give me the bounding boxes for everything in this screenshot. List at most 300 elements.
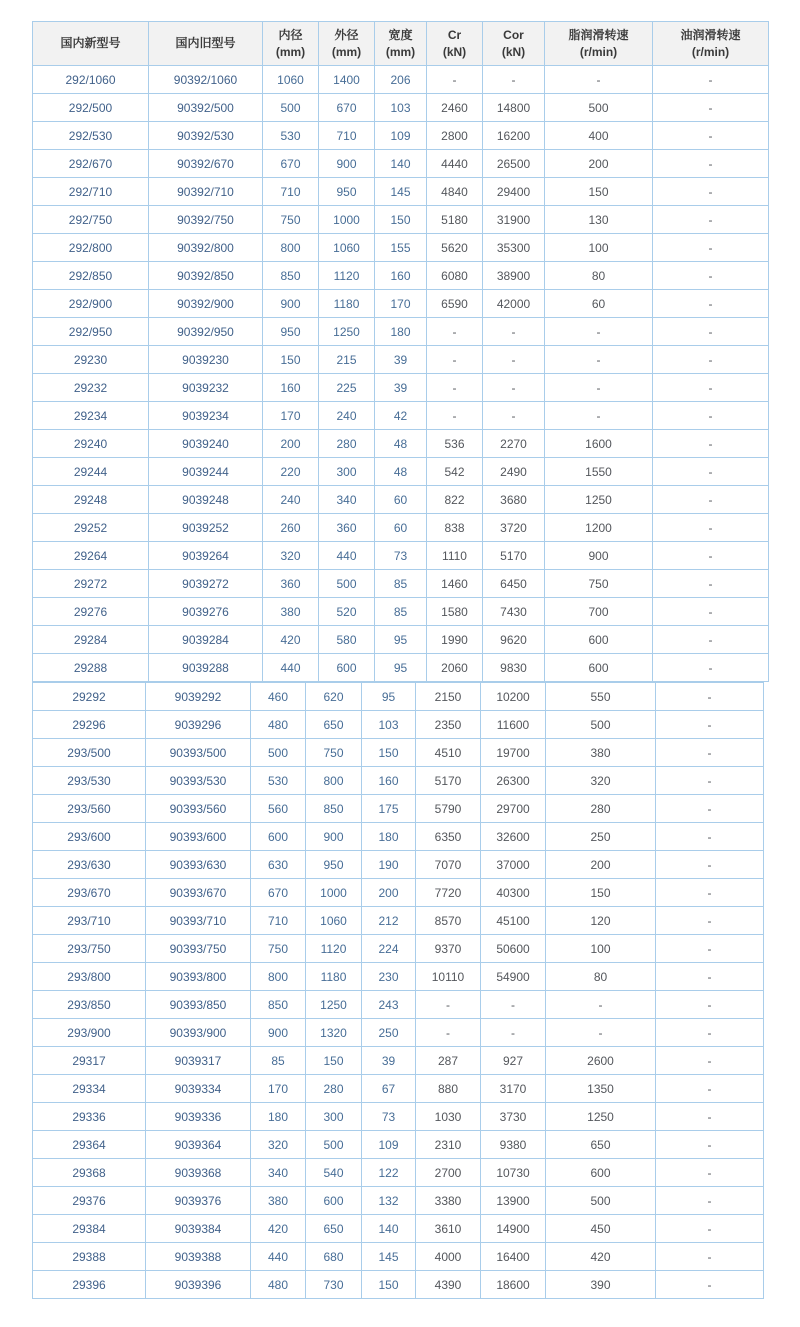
table-cell: 90392/500 xyxy=(149,94,263,122)
table-cell: 900 xyxy=(319,150,375,178)
table-row xyxy=(33,1271,764,1299)
table-cell: 927 xyxy=(481,1047,546,1075)
table-cell: 440 xyxy=(319,542,375,570)
table-cell: 1250 xyxy=(545,486,653,514)
table-cell: 225 xyxy=(319,374,375,402)
table-cell: 29264 xyxy=(33,542,149,570)
table-row xyxy=(33,402,769,430)
table-cell: 35300 xyxy=(483,234,545,262)
table-cell: - xyxy=(653,94,769,122)
table-cell: 3610 xyxy=(416,1215,481,1243)
table-cell: - xyxy=(545,374,653,402)
table-cell: 132 xyxy=(362,1187,416,1215)
table-cell: 145 xyxy=(362,1243,416,1271)
table-cell: 90392/670 xyxy=(149,150,263,178)
table-cell: 18600 xyxy=(481,1271,546,1299)
table-cell: 9039276 xyxy=(149,598,263,626)
table-cell: 9039284 xyxy=(149,626,263,654)
table-cell: 2460 xyxy=(427,94,483,122)
table-cell: 292/850 xyxy=(33,262,149,290)
table-row xyxy=(33,122,769,150)
table-row xyxy=(33,1187,764,1215)
table-cell: 109 xyxy=(362,1131,416,1159)
table-cell: 292/1060 xyxy=(33,66,149,94)
table-cell: 220 xyxy=(263,458,319,486)
table-cell: - xyxy=(656,1131,764,1159)
table-cell: 9039248 xyxy=(149,486,263,514)
table-cell: 4440 xyxy=(427,150,483,178)
table-cell: 150 xyxy=(263,346,319,374)
table-cell: 5170 xyxy=(483,542,545,570)
table-cell: 293/850 xyxy=(33,991,146,1019)
table-cell: 7430 xyxy=(483,598,545,626)
table-cell: 7070 xyxy=(416,851,481,879)
table-cell: - xyxy=(656,1047,764,1075)
table-cell: 6350 xyxy=(416,823,481,851)
table-cell: 29396 xyxy=(33,1271,146,1299)
table-cell: 480 xyxy=(251,711,306,739)
table-cell: 420 xyxy=(546,1243,656,1271)
table-cell: 200 xyxy=(546,851,656,879)
table-cell: 340 xyxy=(251,1159,306,1187)
table-row xyxy=(33,206,769,234)
table-cell: 29317 xyxy=(33,1047,146,1075)
table-cell: 48 xyxy=(375,430,427,458)
table-cell: - xyxy=(427,374,483,402)
table-cell: 292/670 xyxy=(33,150,149,178)
table-cell: 9039376 xyxy=(146,1187,251,1215)
table-cell: - xyxy=(656,879,764,907)
table-cell: 45100 xyxy=(481,907,546,935)
table-cell: 224 xyxy=(362,935,416,963)
table-cell: 500 xyxy=(306,1131,362,1159)
table-cell: - xyxy=(416,991,481,1019)
table-cell: 500 xyxy=(263,94,319,122)
table-cell: 800 xyxy=(251,963,306,991)
table-cell: 29700 xyxy=(481,795,546,823)
table-cell: 243 xyxy=(362,991,416,1019)
table-cell: 390 xyxy=(546,1271,656,1299)
table-row xyxy=(33,346,769,374)
table-cell: 29248 xyxy=(33,486,149,514)
table-cell: 1120 xyxy=(319,262,375,290)
table-cell: 90392/900 xyxy=(149,290,263,318)
table-cell: 9039288 xyxy=(149,654,263,682)
table-cell: 670 xyxy=(251,879,306,907)
table-cell: 520 xyxy=(319,598,375,626)
table-cell: 500 xyxy=(545,94,653,122)
table-row xyxy=(33,654,769,682)
table-cell: - xyxy=(656,711,764,739)
table-cell: - xyxy=(656,991,764,1019)
table-cell: 85 xyxy=(375,598,427,626)
table-row xyxy=(33,626,769,654)
table-cell: 9039388 xyxy=(146,1243,251,1271)
column-header: 宽度 (mm) xyxy=(375,22,427,66)
table-cell: 280 xyxy=(306,1075,362,1103)
table-cell: - xyxy=(653,402,769,430)
table-cell: - xyxy=(545,318,653,346)
table-cell: 380 xyxy=(263,598,319,626)
table-cell: 39 xyxy=(375,374,427,402)
table-cell: 2150 xyxy=(416,683,481,711)
table-cell: 1250 xyxy=(306,991,362,1019)
table-cell: 1120 xyxy=(306,935,362,963)
table-row xyxy=(33,318,769,346)
table-cell: 29334 xyxy=(33,1075,146,1103)
table-cell: 16200 xyxy=(483,122,545,150)
table-cell: 3170 xyxy=(481,1075,546,1103)
column-header: 内径 (mm) xyxy=(263,22,319,66)
table-cell: - xyxy=(656,823,764,851)
table-row xyxy=(33,823,764,851)
table-cell: 500 xyxy=(546,711,656,739)
table-cell: 16400 xyxy=(481,1243,546,1271)
table-cell: - xyxy=(483,402,545,430)
table-row xyxy=(33,66,769,94)
table-cell: 103 xyxy=(375,94,427,122)
table-row xyxy=(33,963,764,991)
table-cell: 26300 xyxy=(481,767,546,795)
table-cell: - xyxy=(656,1075,764,1103)
table-cell: 29252 xyxy=(33,514,149,542)
table-cell: 80 xyxy=(546,963,656,991)
table-header-row xyxy=(33,22,769,66)
table-cell: 170 xyxy=(251,1075,306,1103)
table-cell: 292/530 xyxy=(33,122,149,150)
column-header: 国内新型号 xyxy=(33,22,149,66)
table-cell: - xyxy=(546,1019,656,1047)
table-cell: 4390 xyxy=(416,1271,481,1299)
table-cell: 1990 xyxy=(427,626,483,654)
table-cell: 320 xyxy=(263,542,319,570)
table-cell: 180 xyxy=(251,1103,306,1131)
table-cell: 9620 xyxy=(483,626,545,654)
table-cell: 293/630 xyxy=(33,851,146,879)
table-cell: 1180 xyxy=(306,963,362,991)
table-cell: 950 xyxy=(263,318,319,346)
table-cell: - xyxy=(546,991,656,1019)
table-cell: 95 xyxy=(375,654,427,682)
bearing-spec-table-upper xyxy=(32,21,769,682)
table-cell: 3720 xyxy=(483,514,545,542)
table-cell: 542 xyxy=(427,458,483,486)
table-cell: 440 xyxy=(263,654,319,682)
table-cell: 2490 xyxy=(483,458,545,486)
table-cell: 29400 xyxy=(483,178,545,206)
table-cell: 580 xyxy=(319,626,375,654)
table-cell: 32600 xyxy=(481,823,546,851)
table-cell: 29272 xyxy=(33,570,149,598)
table-row xyxy=(33,178,769,206)
table-row xyxy=(33,1159,764,1187)
table-cell: - xyxy=(653,570,769,598)
table-row xyxy=(33,542,769,570)
table-cell: 9039336 xyxy=(146,1103,251,1131)
table-cell: 6080 xyxy=(427,262,483,290)
table-cell: 1350 xyxy=(546,1075,656,1103)
table-cell: 9039240 xyxy=(149,430,263,458)
table-cell: 950 xyxy=(306,851,362,879)
table-cell: 420 xyxy=(251,1215,306,1243)
table-cell: - xyxy=(427,66,483,94)
table-cell: 29232 xyxy=(33,374,149,402)
table-cell: 360 xyxy=(263,570,319,598)
table-cell: 292/950 xyxy=(33,318,149,346)
table-cell: 340 xyxy=(319,486,375,514)
table-cell: 90393/800 xyxy=(146,963,251,991)
table-cell: - xyxy=(656,935,764,963)
table-cell: 600 xyxy=(546,1159,656,1187)
table-cell: 40300 xyxy=(481,879,546,907)
table-cell: 4000 xyxy=(416,1243,481,1271)
table-cell: 85 xyxy=(251,1047,306,1075)
table-cell: 90392/530 xyxy=(149,122,263,150)
table-cell: 4510 xyxy=(416,739,481,767)
table-cell: 60 xyxy=(375,486,427,514)
table-cell: - xyxy=(653,346,769,374)
table-cell: 9039296 xyxy=(146,711,251,739)
table-cell: 900 xyxy=(263,290,319,318)
table-cell: 380 xyxy=(251,1187,306,1215)
table-row xyxy=(33,1243,764,1271)
table-cell: 600 xyxy=(545,654,653,682)
table-cell: 1320 xyxy=(306,1019,362,1047)
table-cell: 9380 xyxy=(481,1131,546,1159)
table-cell: 1400 xyxy=(319,66,375,94)
table-cell: 9039292 xyxy=(146,683,251,711)
table-cell: 287 xyxy=(416,1047,481,1075)
table-cell: 600 xyxy=(306,1187,362,1215)
table-cell: 73 xyxy=(362,1103,416,1131)
table-cell: 85 xyxy=(375,570,427,598)
table-cell: 9039252 xyxy=(149,514,263,542)
table-cell: 293/500 xyxy=(33,739,146,767)
table-cell: 6590 xyxy=(427,290,483,318)
table-cell: 1200 xyxy=(545,514,653,542)
table-cell: 150 xyxy=(546,879,656,907)
table-cell: 300 xyxy=(306,1103,362,1131)
table-cell: - xyxy=(653,598,769,626)
table-cell: 39 xyxy=(362,1047,416,1075)
table-cell: 7720 xyxy=(416,879,481,907)
table-cell: 90392/710 xyxy=(149,178,263,206)
table-cell: - xyxy=(653,430,769,458)
table-cell: 620 xyxy=(306,683,362,711)
table-cell: 9039364 xyxy=(146,1131,251,1159)
table-cell: 292/900 xyxy=(33,290,149,318)
table-row xyxy=(33,795,764,823)
table-cell: 320 xyxy=(251,1131,306,1159)
table-cell: 450 xyxy=(546,1215,656,1243)
table-cell: 200 xyxy=(263,430,319,458)
table-cell: 9039272 xyxy=(149,570,263,598)
table-cell: 1060 xyxy=(319,234,375,262)
table-cell: - xyxy=(653,262,769,290)
table-cell: 500 xyxy=(251,739,306,767)
table-cell: 31900 xyxy=(483,206,545,234)
table-cell: 292/500 xyxy=(33,94,149,122)
table-cell: - xyxy=(481,1019,546,1047)
table-cell: 150 xyxy=(545,178,653,206)
table-cell: 50600 xyxy=(481,935,546,963)
table-cell: 90393/600 xyxy=(146,823,251,851)
table-cell: 800 xyxy=(306,767,362,795)
table-cell: 90393/750 xyxy=(146,935,251,963)
table-cell: - xyxy=(656,683,764,711)
table-cell: - xyxy=(656,907,764,935)
table-cell: 293/560 xyxy=(33,795,146,823)
table-cell: 9039384 xyxy=(146,1215,251,1243)
table-row xyxy=(33,767,764,795)
table-cell: 150 xyxy=(375,206,427,234)
table-cell: 900 xyxy=(306,823,362,851)
table-cell: 5790 xyxy=(416,795,481,823)
table-cell: - xyxy=(483,346,545,374)
table-cell: 670 xyxy=(263,150,319,178)
table-cell: 170 xyxy=(375,290,427,318)
table-cell: 140 xyxy=(375,150,427,178)
table-cell: 250 xyxy=(546,823,656,851)
table-cell: 1030 xyxy=(416,1103,481,1131)
table-row xyxy=(33,458,769,486)
table-cell: 950 xyxy=(319,178,375,206)
table-row xyxy=(33,1103,764,1131)
table-cell: 2270 xyxy=(483,430,545,458)
table-cell: 750 xyxy=(545,570,653,598)
table-cell: 103 xyxy=(362,711,416,739)
table-row xyxy=(33,262,769,290)
table-cell: 42 xyxy=(375,402,427,430)
table-cell: 700 xyxy=(545,598,653,626)
table-cell: 54900 xyxy=(481,963,546,991)
table-cell: 9039334 xyxy=(146,1075,251,1103)
table-cell: 293/900 xyxy=(33,1019,146,1047)
table-cell: 630 xyxy=(251,851,306,879)
table-cell: 670 xyxy=(319,94,375,122)
table-cell: 300 xyxy=(319,458,375,486)
table-cell: 380 xyxy=(546,739,656,767)
table-cell: - xyxy=(656,1243,764,1271)
table-cell: - xyxy=(653,542,769,570)
table-cell: 120 xyxy=(546,907,656,935)
table-cell: - xyxy=(656,1159,764,1187)
table-cell: - xyxy=(427,402,483,430)
table-row xyxy=(33,486,769,514)
table-cell: 560 xyxy=(251,795,306,823)
table-cell: - xyxy=(656,1215,764,1243)
table-row xyxy=(33,1019,764,1047)
column-header: Cr (kN) xyxy=(427,22,483,66)
table-cell: 9039232 xyxy=(149,374,263,402)
table-cell: 9039264 xyxy=(149,542,263,570)
table-cell: 800 xyxy=(263,234,319,262)
table-cell: 4840 xyxy=(427,178,483,206)
table-cell: 1000 xyxy=(306,879,362,907)
table-cell: 1600 xyxy=(545,430,653,458)
table-row xyxy=(33,683,764,711)
table-cell: 750 xyxy=(263,206,319,234)
table-cell: 9830 xyxy=(483,654,545,682)
table-cell: - xyxy=(483,66,545,94)
table-cell: 460 xyxy=(251,683,306,711)
table-cell: 42000 xyxy=(483,290,545,318)
table-cell: 14800 xyxy=(483,94,545,122)
table-cell: 1550 xyxy=(545,458,653,486)
table-cell: 9039317 xyxy=(146,1047,251,1075)
table-cell: 680 xyxy=(306,1243,362,1271)
table-cell: 838 xyxy=(427,514,483,542)
table-cell: 150 xyxy=(362,1271,416,1299)
table-cell: 2800 xyxy=(427,122,483,150)
table-cell: 850 xyxy=(306,795,362,823)
table-cell: 206 xyxy=(375,66,427,94)
table-cell: 850 xyxy=(263,262,319,290)
table-cell: - xyxy=(545,402,653,430)
table-cell: 90393/900 xyxy=(146,1019,251,1047)
column-header: 国内旧型号 xyxy=(149,22,263,66)
table-cell: 90393/850 xyxy=(146,991,251,1019)
table-cell: 240 xyxy=(319,402,375,430)
table-cell: 6450 xyxy=(483,570,545,598)
table-cell: 212 xyxy=(362,907,416,935)
table-cell: 1060 xyxy=(263,66,319,94)
table-cell: 500 xyxy=(546,1187,656,1215)
table-cell: 150 xyxy=(362,739,416,767)
table-cell: 5180 xyxy=(427,206,483,234)
table-cell: - xyxy=(653,206,769,234)
table-cell: 29336 xyxy=(33,1103,146,1131)
table-cell: 10200 xyxy=(481,683,546,711)
table-cell: 48 xyxy=(375,458,427,486)
table-cell: - xyxy=(656,1103,764,1131)
table-cell: 293/670 xyxy=(33,879,146,907)
table-cell: 9039396 xyxy=(146,1271,251,1299)
table-cell: 260 xyxy=(263,514,319,542)
table-row xyxy=(33,234,769,262)
table-cell: 90392/1060 xyxy=(149,66,263,94)
table-cell: 29376 xyxy=(33,1187,146,1215)
column-header: 脂润滑转速 (r/min) xyxy=(545,22,653,66)
table-cell: 29276 xyxy=(33,598,149,626)
table-cell: 90393/710 xyxy=(146,907,251,935)
table-row xyxy=(33,374,769,402)
table-cell: 29364 xyxy=(33,1131,146,1159)
table-cell: 9039234 xyxy=(149,402,263,430)
table-cell: - xyxy=(653,654,769,682)
table-cell: - xyxy=(545,66,653,94)
table-cell: 60 xyxy=(375,514,427,542)
table-cell: 536 xyxy=(427,430,483,458)
table-cell: 420 xyxy=(263,626,319,654)
table-cell: 29384 xyxy=(33,1215,146,1243)
table-row xyxy=(33,1131,764,1159)
table-row xyxy=(33,739,764,767)
table-cell: 140 xyxy=(362,1215,416,1243)
table-cell: 90392/850 xyxy=(149,262,263,290)
table-cell: 29234 xyxy=(33,402,149,430)
table-cell: - xyxy=(653,486,769,514)
table-cell: 200 xyxy=(545,150,653,178)
table-row xyxy=(33,1215,764,1243)
table-cell: - xyxy=(653,290,769,318)
table-cell: - xyxy=(656,1187,764,1215)
table-row xyxy=(33,935,764,963)
table-cell: 38900 xyxy=(483,262,545,290)
table-cell: - xyxy=(545,346,653,374)
table-cell: 9039244 xyxy=(149,458,263,486)
table-cell: 29296 xyxy=(33,711,146,739)
